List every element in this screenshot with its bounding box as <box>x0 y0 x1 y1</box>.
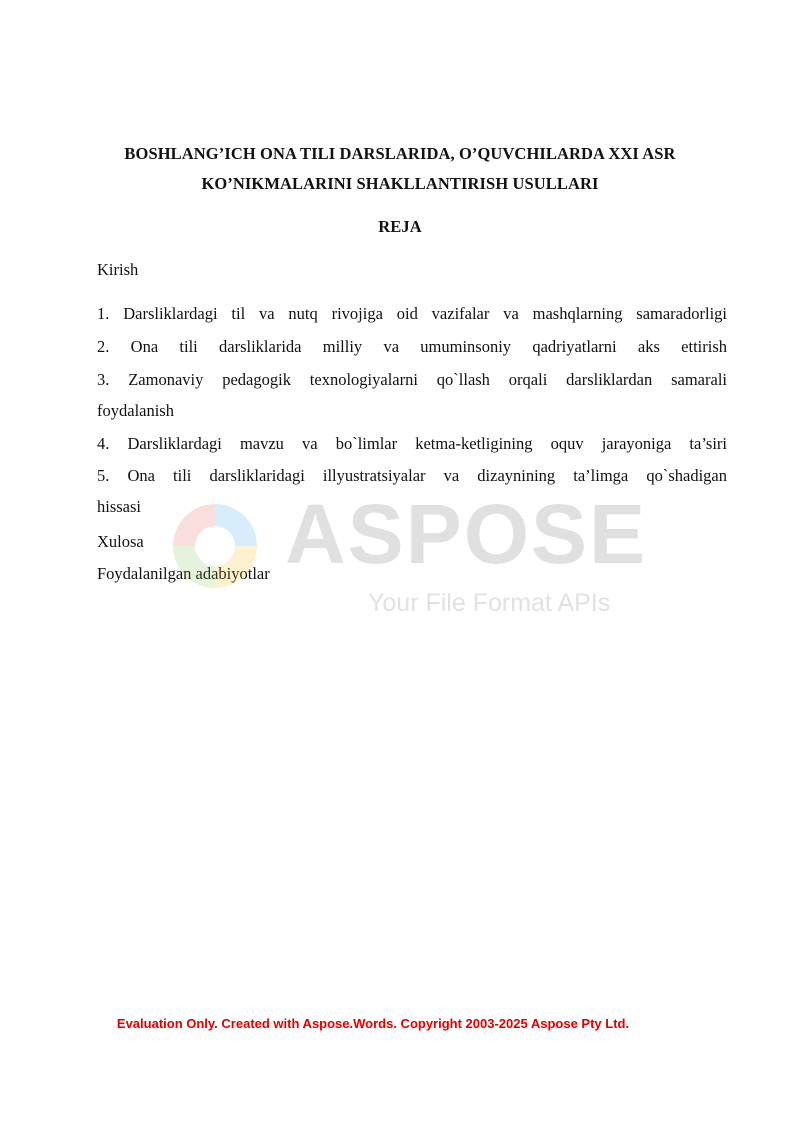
plan-item-5-line-1: 5. Ona tili darsliklaridagi illyustratsiyalar va dizaynining ta’limga qo`shadigan <box>97 466 727 485</box>
plan-item-1: 1. Darsliklardagi til va nutq rivojiga oid vazifalar va mashqlarning samaradorligi <box>97 304 727 323</box>
document-title-line-1: BOSHLANG’ICH ONA TILI DARSLARIDA, O’QUVCHILARDA XXI ASR <box>124 144 676 163</box>
plan-item-3-line-2: foydalanish <box>97 401 174 420</box>
watermark-brand: ASPOSE <box>285 487 648 581</box>
plan-item-3-line-1: 3. Zamonaviy pedagogik texnologiyalarni qo`llash orqali darsliklardan samarali <box>97 370 727 389</box>
plan-item-4: 4. Darsliklardagi mavzu va bo`limlar ketma-ketligining oquv jarayoniga ta’siri <box>97 434 727 453</box>
references-item: Foydalanilgan adabiyotlar <box>97 564 270 583</box>
conclusion-item: Xulosa <box>97 532 144 551</box>
plan-item-2: 2. Ona tili darsliklarida milliy va umuminsoniy qadriyatlarni aks ettirish <box>97 337 727 356</box>
document-title-line-2: KO’NIKMALARINI SHAKLLANTIRISH USULLARI <box>201 174 599 193</box>
plan-heading: REJA <box>378 217 422 236</box>
watermark-tagline: Your File Format APIs <box>368 589 611 617</box>
intro-item: Kirish <box>97 260 139 279</box>
evaluation-notice: Evaluation Only. Created with Aspose.Words. Copyright 2003-2025 Aspose Pty Ltd. <box>116 1016 630 1031</box>
plan-item-5-line-2: hissasi <box>97 497 142 516</box>
